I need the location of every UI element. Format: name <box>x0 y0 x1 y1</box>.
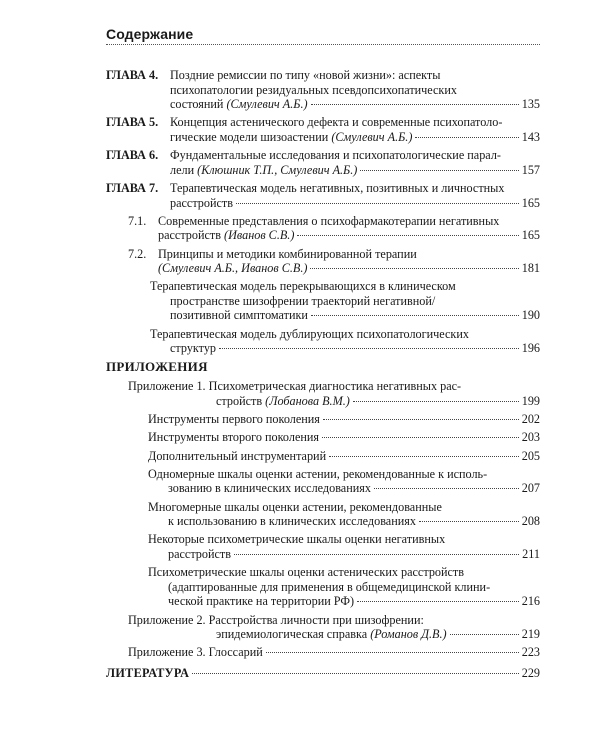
toc-entry-appendix-1[interactable] <box>128 379 540 408</box>
entry-line: гические модели шизоастении <box>170 129 329 144</box>
entry-line: Терапевтическая модель дублирующих психопатологических <box>150 326 469 341</box>
toc-entry-appendix-item[interactable] <box>148 430 540 445</box>
page-number: 190 <box>521 308 540 323</box>
page-number: 216 <box>521 594 540 609</box>
entry-line: стройств <box>216 394 263 409</box>
entry-line: расстройств <box>158 228 221 243</box>
page-number: 229 <box>521 665 540 680</box>
page-number: 135 <box>521 97 540 112</box>
entry-line: к использованию в клинических исследованиях <box>168 514 416 529</box>
section-label: 7.1. <box>128 213 147 228</box>
page-number: 207 <box>521 481 540 496</box>
entry-line: Приложение 2. Расстройства личности при шизофрении: <box>128 612 424 627</box>
section-label: 7.2. <box>128 246 147 261</box>
entry-line: ческой практике на территории РФ) <box>168 594 355 609</box>
chapter-label: ГЛАВА 4. <box>106 68 159 82</box>
entry-author: (Смулевич А.Б., Иванов С.В.) <box>158 261 308 276</box>
entry-line: Принципы и методики комбинированной терапии <box>158 246 417 261</box>
toc-entry-chapter-4[interactable] <box>106 68 540 112</box>
dot-leader <box>323 419 519 420</box>
toc-entry-section-7-1[interactable] <box>128 214 540 243</box>
dot-leader <box>322 437 519 438</box>
toc-entry-chapter-6[interactable] <box>106 148 540 177</box>
page-number: 165 <box>521 228 540 243</box>
toc-entry-appendix-item[interactable] <box>148 565 540 609</box>
entry-line: Инструменты первого поколения <box>148 412 320 427</box>
appendices-heading: ПРИЛОЖЕНИЯ <box>106 359 208 375</box>
literature-label: ЛИТЕРАТУРА <box>106 665 190 680</box>
entry-line: Приложение 1. Психометрическая диагностика негативных рас- <box>128 379 462 394</box>
entry-author: (Клюшник Т.П., Смулевич А.Б.) <box>197 162 358 177</box>
toc-entry-appendix-item[interactable] <box>148 532 540 561</box>
toc-entry-section-7-2[interactable] <box>128 247 540 276</box>
entry-line: позитивной симптоматики <box>170 308 308 323</box>
entry-author: (Смулевич А.Б.) <box>331 129 413 144</box>
toc-entry-subsection[interactable] <box>150 327 540 356</box>
page-number: 165 <box>521 195 540 210</box>
dot-leader <box>357 601 519 602</box>
entry-line: структур <box>170 341 217 356</box>
page-number: 143 <box>521 129 540 144</box>
entry-line: состояний <box>170 97 224 112</box>
entry-line: Поздние ремиссии по типу «новой жизни»: аспекты <box>170 68 441 82</box>
toc-entry-subsection[interactable] <box>150 279 540 323</box>
entry-line: расстройств <box>170 195 233 210</box>
chapter-label: ГЛАВА 7. <box>106 180 159 195</box>
page-number: 199 <box>521 394 540 409</box>
header-rule <box>106 44 540 45</box>
entry-line: эпидемиологическая справка <box>216 627 368 642</box>
toc-entry-chapter-5[interactable] <box>106 115 540 144</box>
dot-leader <box>311 104 519 105</box>
page-header-title: Содержание <box>106 26 194 42</box>
page-number: 157 <box>521 162 540 177</box>
entry-line: (адаптированные для применения в общемедицинской клини- <box>168 579 491 594</box>
entry-line: Приложение 3. Глоссарий <box>128 645 263 660</box>
table-of-contents <box>106 68 540 684</box>
dot-leader <box>266 652 519 653</box>
entry-author: (Смулевич А.Б.) <box>226 97 308 112</box>
toc-entry-appendix-3[interactable] <box>128 645 540 660</box>
toc-entry-appendix-item[interactable] <box>148 500 540 529</box>
page-number: 211 <box>522 546 540 561</box>
dot-leader <box>192 673 519 674</box>
entry-line: Инструменты второго поколения <box>148 430 320 445</box>
dot-leader <box>310 268 518 269</box>
entry-line: Психометрические шкалы оценки астенических расстройств <box>148 565 465 580</box>
entry-line: Одномерные шкалы оценки астении, рекомендованные к исполь- <box>148 466 488 481</box>
toc-entry-appendix-2[interactable] <box>128 613 540 642</box>
entry-line: Некоторые психометрические шкалы оценки негативных <box>148 532 446 547</box>
dot-leader <box>297 235 518 236</box>
entry-line: расстройств <box>168 546 231 561</box>
toc-entry-appendix-item[interactable] <box>148 467 540 496</box>
entry-author: (Лобанова В.М.) <box>265 394 350 409</box>
entry-line: Современные представления о психофармакотерапии негативных <box>158 213 500 228</box>
chapter-label: ГЛАВА 6. <box>106 148 159 163</box>
dot-leader <box>419 521 519 522</box>
toc-entry-chapter-7[interactable] <box>106 181 540 210</box>
toc-entry-appendix-item[interactable] <box>148 412 540 427</box>
page-number: 196 <box>521 341 540 356</box>
page-number: 205 <box>521 448 540 463</box>
entry-line: лели <box>170 162 195 177</box>
dot-leader <box>415 137 518 138</box>
page-number: 202 <box>521 412 540 427</box>
page-number: 203 <box>521 430 540 445</box>
entry-line: Фундаментальные исследования и психопатологические парал- <box>170 148 501 163</box>
page-number: 223 <box>521 645 540 660</box>
entry-line: Концепция астенического дефекта и современные психопатоло- <box>170 115 503 130</box>
entry-line: пространстве шизофрении траекторий негативной/ <box>170 293 436 308</box>
dot-leader <box>236 203 519 204</box>
page-number: 181 <box>521 261 540 276</box>
entry-line: Терапевтическая модель перекрывающихся в клиническом <box>150 279 456 294</box>
entry-line: Терапевтическая модель негативных, позитивных и личностных <box>170 180 505 195</box>
dot-leader <box>450 634 519 635</box>
toc-entry-literature[interactable] <box>106 666 540 681</box>
entry-line: зованию в клинических исследованиях <box>168 481 371 496</box>
page-number: 208 <box>521 514 540 529</box>
dot-leader <box>329 456 519 457</box>
dot-leader <box>311 315 519 316</box>
entry-author: (Романов Д.В.) <box>370 627 447 642</box>
dot-leader <box>360 170 518 171</box>
dot-leader <box>234 554 519 555</box>
dot-leader <box>353 401 519 402</box>
dot-leader <box>374 488 519 489</box>
entry-line: Дополнительный инструментарий <box>148 448 327 463</box>
entry-line: Многомерные шкалы оценки астении, рекомендованные <box>148 499 442 514</box>
entry-author: (Иванов С.В.) <box>224 228 295 243</box>
dot-leader <box>219 348 519 349</box>
chapter-label: ГЛАВА 5. <box>106 115 159 130</box>
page-number: 219 <box>521 627 540 642</box>
entry-line: психопатологии резидуальных псевдопсихопатических <box>170 82 457 97</box>
toc-entry-appendix-item[interactable] <box>148 449 540 464</box>
